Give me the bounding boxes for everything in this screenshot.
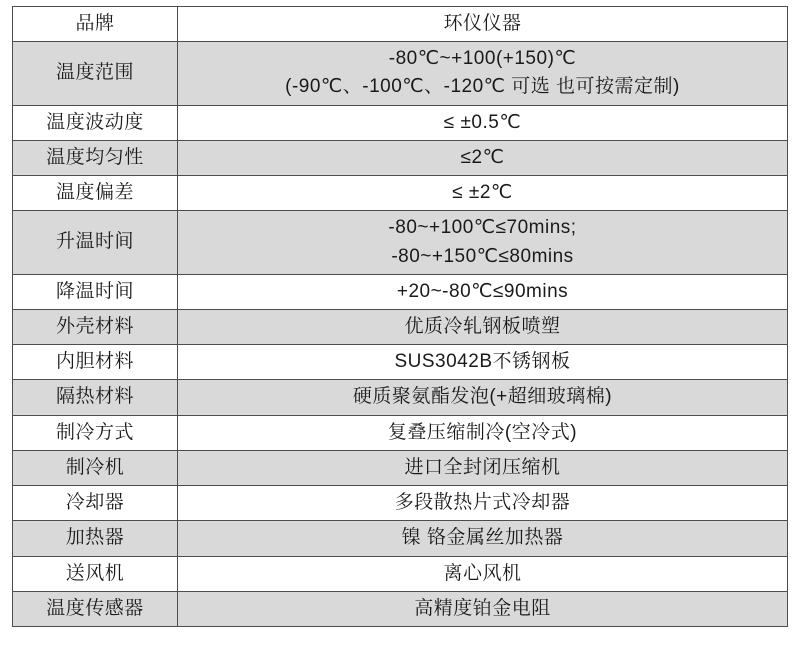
row-value <box>178 274 788 309</box>
table-body <box>13 7 788 627</box>
value-line: (-90℃、-100℃、-120℃ 可选 也可按需定制) <box>285 76 680 98</box>
row-label: 温度均匀性 <box>13 140 178 175</box>
value-line: -80~+150℃≤80mins <box>391 245 574 267</box>
table-row <box>13 521 788 556</box>
value-line: -80℃~+100(+150)℃ <box>388 48 577 70</box>
value-line: ≤ ±2℃ <box>452 182 513 204</box>
table-row <box>13 486 788 521</box>
table-row <box>13 42 788 105</box>
value-line: ≤2℃ <box>460 146 505 168</box>
row-label: 温度范围 <box>13 42 178 105</box>
row-value <box>178 42 788 105</box>
specification-table <box>12 6 788 627</box>
value-line: SUS3042B不锈钢板 <box>394 351 571 373</box>
table-row <box>13 140 788 175</box>
table-row <box>13 556 788 591</box>
row-value <box>178 486 788 521</box>
row-label: 隔热材料 <box>13 380 178 415</box>
value-line: 离心风机 <box>443 562 522 584</box>
row-value <box>178 591 788 626</box>
row-label: 温度传感器 <box>13 591 178 626</box>
value-line: 硬质聚氨酯发泡(+超细玻璃棉) <box>352 386 613 408</box>
table-row <box>13 176 788 211</box>
row-label: 外壳材料 <box>13 309 178 344</box>
row-label: 降温时间 <box>13 274 178 309</box>
row-label: 冷却器 <box>13 486 178 521</box>
row-value <box>178 345 788 380</box>
value-line: 镍 铬金属丝加热器 <box>401 527 564 549</box>
row-value <box>178 140 788 175</box>
value-line: ≤ ±0.5℃ <box>443 111 522 133</box>
row-value <box>178 7 788 42</box>
row-value <box>178 556 788 591</box>
value-line: 优质冷轧钢板喷塑 <box>404 315 561 337</box>
row-value <box>178 211 788 274</box>
table-row <box>13 274 788 309</box>
row-value <box>178 521 788 556</box>
row-label: 内胆材料 <box>13 345 178 380</box>
row-label: 温度偏差 <box>13 176 178 211</box>
row-value <box>178 105 788 140</box>
row-label: 升温时间 <box>13 211 178 274</box>
table-row <box>13 7 788 42</box>
row-value <box>178 450 788 485</box>
row-label: 制冷机 <box>13 450 178 485</box>
value-line: +20~-80℃≤90mins <box>396 280 569 302</box>
table-row <box>13 211 788 274</box>
table-row <box>13 415 788 450</box>
row-label: 品牌 <box>13 7 178 42</box>
value-line: 复叠压缩制冷(空冷式) <box>387 421 578 443</box>
value-line: -80~+100℃≤70mins; <box>388 217 577 239</box>
row-label: 送风机 <box>13 556 178 591</box>
row-value <box>178 380 788 415</box>
table-row <box>13 309 788 344</box>
table-row <box>13 450 788 485</box>
row-label: 制冷方式 <box>13 415 178 450</box>
value-line: 多段散热片式冷却器 <box>394 492 571 514</box>
row-value <box>178 415 788 450</box>
row-value <box>178 176 788 211</box>
table-row <box>13 345 788 380</box>
value-line: 进口全封闭压缩机 <box>404 456 561 478</box>
value-line: 高精度铂金电阻 <box>414 597 551 619</box>
table-row <box>13 591 788 626</box>
table-row <box>13 105 788 140</box>
row-value <box>178 309 788 344</box>
table-row <box>13 380 788 415</box>
row-label: 温度波动度 <box>13 105 178 140</box>
row-label: 加热器 <box>13 521 178 556</box>
value-line: 环仪仪器 <box>443 13 522 34</box>
